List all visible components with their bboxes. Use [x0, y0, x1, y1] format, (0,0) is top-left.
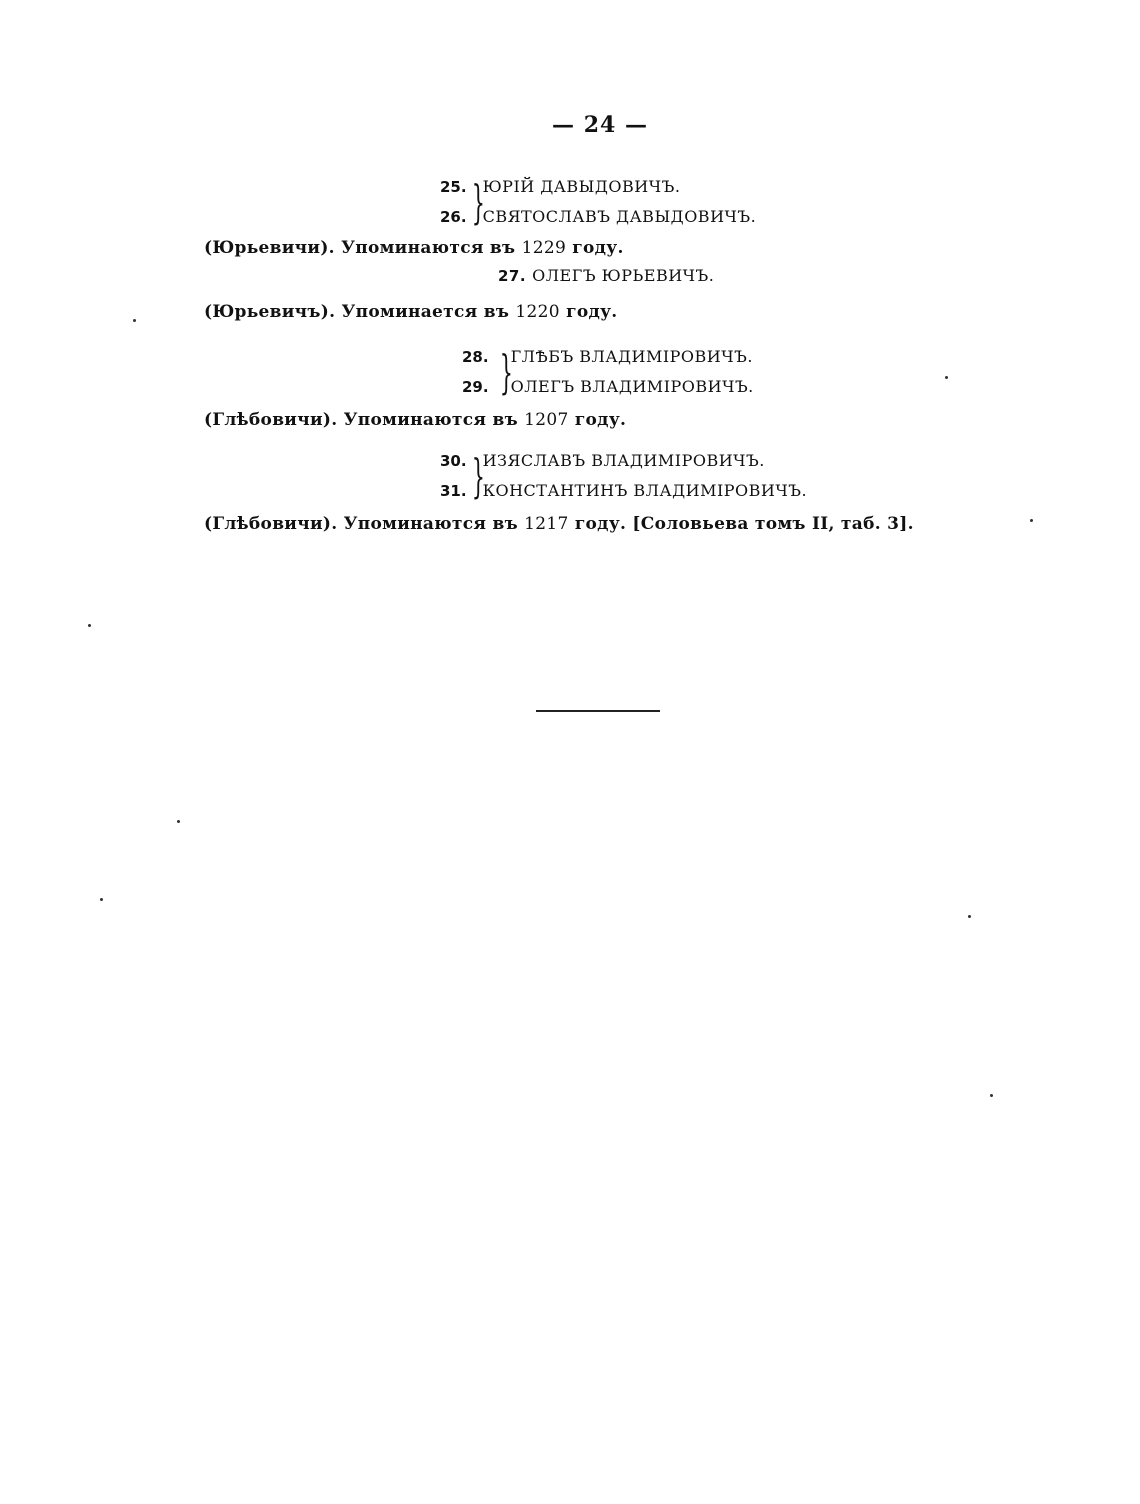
brace-glyph: }: [471, 175, 485, 229]
entry-numbers: [440, 446, 467, 506]
entry-names: [511, 342, 754, 402]
entry-name: ОЛЕГЪ ЮРЬЕВИЧЪ.: [532, 266, 715, 285]
note-text: году.: [568, 410, 627, 430]
entry-number: 27.: [498, 267, 527, 285]
entry-numbers: [440, 172, 467, 232]
entry-numbers: [462, 342, 489, 402]
note-text: году.: [566, 238, 624, 258]
note-text: (Юрьевичъ). Упоминается въ: [204, 302, 516, 322]
scan-speck: [945, 376, 948, 379]
entry-names: [483, 172, 757, 232]
scan-speck: [100, 898, 103, 901]
genealogy-entry: [498, 266, 714, 285]
genealogy-entry-group: [462, 342, 754, 402]
entry-name: ЮРІЙ ДАВЫДОВИЧЪ.: [482, 177, 681, 196]
scan-speck: [968, 915, 971, 918]
entry-name: СВЯТОСЛАВЪ ДАВЫДОВИЧЪ.: [482, 207, 757, 226]
entry-number: 31.: [440, 482, 467, 500]
entry-number: 25.: [440, 178, 467, 196]
entry-name: ОЛЕГЪ ВЛАДИМІРОВИЧЪ.: [510, 377, 754, 396]
entry-number: 29.: [462, 378, 489, 396]
genealogy-entry-group: [440, 446, 807, 506]
entry-name: ГЛѢБЪ ВЛАДИМІРОВИЧЪ.: [510, 347, 753, 366]
entry-name: КОНСТАНТИНЪ ВЛАДИМІРОВИЧЪ.: [482, 481, 808, 500]
note-year: 1229: [521, 238, 567, 258]
scan-speck: [88, 624, 91, 627]
note-year: 1220: [515, 302, 560, 322]
entry-note: [204, 302, 618, 322]
entry-number: 26.: [440, 208, 467, 226]
note-text: (Глѣбовичи). Упоминаются въ: [204, 514, 525, 534]
note-year: 1207: [524, 410, 569, 430]
entry-note: [204, 238, 624, 258]
note-year: 1217: [524, 514, 569, 534]
scan-speck: [133, 319, 136, 322]
brace-glyph: }: [471, 449, 485, 503]
note-text: году.: [559, 302, 618, 322]
entry-names: [483, 446, 807, 506]
scan-speck: [990, 1094, 993, 1097]
entry-number: 28.: [462, 348, 489, 366]
entry-number: 30.: [440, 452, 467, 470]
note-text: году. [Соловьева томъ II, таб. 3].: [568, 514, 914, 534]
genealogy-entry-group: [440, 172, 756, 232]
entry-note: [204, 514, 914, 534]
brace-glyph: }: [499, 345, 513, 399]
note-text: (Глѣбовичи). Упоминаются въ: [204, 410, 525, 430]
section-divider: [536, 710, 660, 712]
scan-speck: [177, 820, 180, 823]
page-number: — 24 —: [552, 112, 648, 138]
scan-speck: [1030, 519, 1033, 522]
entry-name: ИЗЯСЛАВЪ ВЛАДИМІРОВИЧЪ.: [482, 451, 765, 470]
note-text: (Юрьевичи). Упоминаются въ: [204, 238, 522, 258]
entry-note: [204, 410, 626, 430]
